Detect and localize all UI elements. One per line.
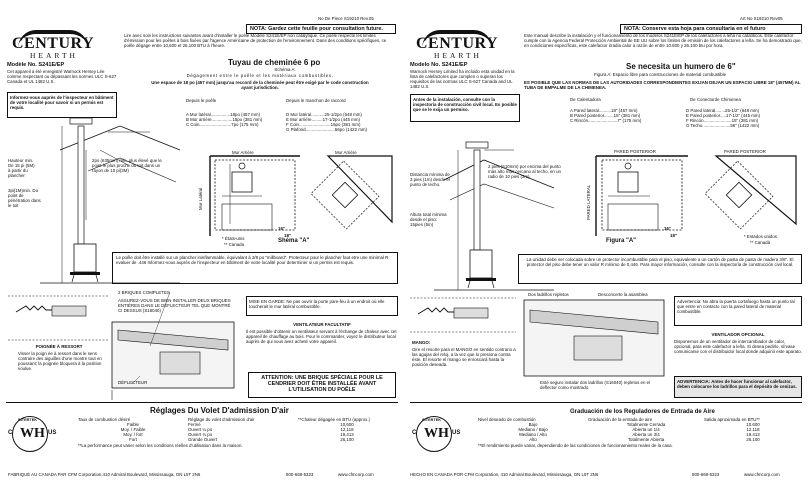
keep-note-box: NOTA: Conserve esta hoja para consultaria en el futuro	[620, 24, 802, 34]
handle-title: MANGO:	[412, 340, 431, 345]
air-reg-header-row: Nivel deseado de combustión Graduación de la entrada de aire Salida aproximada en BTU**	[478, 417, 760, 422]
clearance-a: A Pared lateral..........18" (457 mm)	[570, 108, 638, 113]
clearance-g: G Plafond........................56po (1422 mm)	[286, 127, 368, 133]
intro-text: Este manual describe la instalación y el funcionamiento de los modelos S241E/EP de los calefactores a leña no catalíticos. Este calefactor cumple con la Agencia Federal Protección Ambiental de EE UU sobre los límites de emisión de los calefactores a leña. Se ha demostrado que, en condiciones específicas, este calefactor irradia calor a razón de entre 10.600 y 26.100 btu por hora.	[524, 33, 802, 49]
french-page: No De Piece S19210 Rev.05 NOTA: Gardez cette feuille pour consultation future. CENTURY HEARTH Modèle No. S241E/EP Cet appareil a été enregistré Warnock Hersey Lée comme respectant ou dépassant les normes ULC S-627 Canada et UL 1482 U.S. Informez-vous auprès de l'inspecteur en bâtiment de votre localité pour savoir si un permis est requis. Lire avec soin les instructions suivantes avant d'installer le poêle Modèle S241E/EP non catalytique. Ce poêle respecte les limites d'émission pour les poêles à bois fixées par l'agence Américaine de protection de l'environnement. Dans des conditions spécifiques, ce poêle dégage entre 10,600 et 26,100 BTU à l'heure. Tuyau de cheminée 6 po Schéma A: Dégagement entre le poêle et les matériaux combustibles. Une espace de 18 po (457 mm) jusqu'au reccord de la cheminée peut être exigé par le code construction ayant jurisdiction. Depuis le poêle Depuis le manchon de raccord A Mur latéral................18po (457 mm) B Mur arrière.................15po (381 mm) C Coin..........................7po (175 mm) D Mur latéral...........25-1/2po (648 mm) E Mur arrière.........17-1/2po (445 mm) F Coin..........................15po (381 mm) G Plafond........................56po (1422 mm) 2po (635mm) min. plus élevé que le point le plus proche du toit dans un rayon de 10 pi(3M) Hauteur min. De 15 pi (5M) à partir du plancher 3pi(1M)min. Du point de pénétration dans le toit Mur Arrière Mur Arrière Mur Latéral 16" 18" * États-unis ** Canada Shéma "A" Le poêle doit être installé sur un plancher ininflammable, équivalant à 3/8 po "millboard". Protecteur pour le plancher faut etre une minimal R evaluer de .446 Informez-vous auprès de l'inspecteur en bâtiment de votre localité pour determiner si un permis est requis. 2 BRIQUES COMPLETES ASSUREZ-VOUS DE BIEN INSTALLER DEUX BRIQUES ENTIÈRES DANS LE DÉFLECTEUR TEL QUE MONTRÉ CI DESSUS (S16040) POIGNÉE À RESSORT Visser la poign ée à ressort dans le sens contraire des aiguilles d'une montre tout en poussant; la poignée bloquera à la position voulue. DÉFLECTEUR MISE EN GARDE: Ne pas ouvrir la porte pare-feu à un endroit où elle toucherait le mur latéral combustible. VENTILATEUR FACULTATIF Il est possible d'obtenir un ventilateur servant à l'échange de chaleur avec cet appareil de chauffage au bois. Pour le commander, voyez le distributeur local auprès de qui vous avez acheté votre appareil. ATTENTION: UNE BRIQUE SPÉCIALE POUR LE CENDRIER DOIT ÊTRE INSTALLÉE AVANT L'UTILISATION DU POÊLE INTERTEK WH C US Réglages Du Volet D'admission D'air Taux de combustion désiré Réglage du volet d'admission d'air **Chaleur dégagée en BTU (approx.) Faible Fermé 10,600 Moy. / Faible Ouvert ¼ po 12,118 Moy. / fort Ouvert ¾ po 19,413 Fort Grande Ouvert 26,100 **La performance peut varier selon les conditions réelles d'utilisation dans la maison. FABRIQUÉ AU CANADA PAR CFM Corporation,410 Admiral Boulevard, Mississauga, ON L5T 2N6 800-668-5323 www.cfmcorp.com	[0, 0, 404, 490]
footer-phone: 800-668-5323	[286, 472, 314, 477]
air-reg-footnote: **La performance peut varier selon les conditions réelles d'utilisation dans la maison.	[78, 443, 243, 449]
clearance-f: F Rincón.......................15" (381 mm)	[686, 118, 759, 124]
chimney-title: Se necesita un humero de 6"	[626, 62, 736, 71]
us-legend: * Estados unidos	[744, 234, 777, 239]
disassemble-label: Desconcerte la asamblea	[598, 292, 648, 297]
footer-made-in: HECHO EN CANADA POR CFM Corporation, 410 Admiral Boulevard, Mississauga, ON L5T 2N6	[410, 472, 599, 477]
clearance-e: E Pared posterior.....17-1/2" (445 mm)	[686, 113, 761, 119]
intro-text: Lire avec soin les instructions suivantes avant d'installer le poêle Modèle S241E/EP non catalytique. Ce poêle respecte les limites d'émission pour les poêles à bois fixées par l'agence Américaine de protection de l'environnement. Dans des conditions spécifiques, ce poêle dégage entre 10,600 et 26,100 BTU à l'heure.	[124, 33, 387, 49]
rear-wall-label: PARED POSTERIOR	[614, 149, 656, 154]
requirement-note: ES POSIBLE QUE LAS NORMAS DE LAS AUTORIDADES CORRESPONDIENTES EXIJAN DEJAR UN ESPACIO LIBRE 18" (457MM) AL TUBA DE EMPALME DE LA CHIMENEA.	[524, 80, 801, 91]
attention-box: ATTENTION: UNE BRIQUE SPÉCIALE POUR LE CENDRIER DOIT ÊTRE INSTALLÉE AVANT L'UTILISATION DU POÊLE	[248, 372, 396, 398]
inspector-box: Antes de la instalación, consulte con la inspectoría de construcción civil local. Es posible que se le exija un permiso.	[410, 94, 520, 122]
table-row: Faible Fermé 10,600	[127, 422, 354, 428]
clearance-b: B Pared posterior........15" (381 mm)	[570, 113, 641, 119]
chimney-title: Tuyau de cheminée 6 po	[228, 58, 321, 67]
fire-door-warning: MISE EN GARDE: Ne pas ouvrir la porte pare-feu à un endroit où elle toucherait le mur latéral combustible.	[246, 296, 398, 316]
bricks-label: Dos ladrillos repletos	[528, 292, 569, 297]
deflector-label: DÉFLECTEUR	[118, 380, 148, 385]
part-number: Art No S19210 Rev05	[740, 16, 783, 21]
schema-description: Dégagement entre le poêle et les matériaux combustibles.	[186, 73, 334, 78]
clearance-16: 16"	[278, 226, 285, 231]
rear-wall-label-corner: Mur Arrière	[335, 150, 357, 155]
rear-wall-label: Mur Arrière	[232, 150, 254, 155]
dim-above-roof: 2po (635mm) min. plus élevé que le point le plus proche du toit dans un rayon de 10 pi(3M)	[92, 158, 162, 174]
fan-title: VENTILATEUR FACULTATIF	[293, 322, 351, 327]
fire-door-warning: Advertencia: No abra la puerta cortafuego hasta un punto tal que entre en contacto con la pared lateral de material combustible.	[674, 296, 802, 326]
spring-handle-title: POIGNÉE À RESSORT	[35, 344, 83, 349]
air-reg-table	[478, 417, 802, 448]
dim-roof-distance: Distancia mínima de 3 pies (1m) desde el punto de techo.	[410, 172, 450, 188]
clearance-d: D Pared lateral........25-1/2" (648 mm)	[686, 108, 760, 113]
figura-a-caption: Figura "A"	[606, 238, 637, 244]
col-right-head: Depuis le manchon de raccord	[286, 98, 346, 103]
table-row: Moy. / fort Ouvert ¾ po 19,413	[123, 432, 354, 438]
model-description: Warnock Hersey Limited ha incluido esta unidad en la lista de calefactores que cumplen o superan los requisitos de las normas ULC S-627 Canada and UL 1482 U.S.	[410, 69, 515, 90]
clearance-18: 18"	[670, 233, 677, 238]
bricks-note: Esté seguro instalar dos ladrillos (S16040) repletos en el deflector como mostrado	[540, 380, 651, 391]
spring-handle-text: Visser la poign ée à ressort dans le sens contraire des aiguilles d'une montre tout en poussant; la poignée bloquera à la position voulue.	[18, 351, 102, 372]
model-number: Modèle No. S241E/EP	[7, 62, 65, 68]
air-reg-table	[78, 417, 396, 448]
keep-note-box: NOTA: Gardez cette feuille pour consultation future.	[246, 24, 396, 34]
chimney-code-note: Une espace de 18 po (457 mm) jusqu'au reccord de la cheminée peut être exigé par le code construction ayant jurisdiction.	[151, 80, 369, 91]
fan-text: Disponemos de un ventilador de intercambiador de calor, opcional, para este calefactor a leña. Si desea pedirlo, sírvase comunicarse con el distribuidor local donde adquirió este aparato.	[674, 339, 802, 355]
air-reg-title: Graduación de los Reguladores de Entrada de Aire	[570, 409, 715, 415]
side-wall-label: PARED LATERAL	[586, 184, 591, 220]
footer-website: www.cfmcorp.com	[338, 472, 374, 477]
table-row: Bajo Totalmente Cerrada 10.600	[528, 422, 760, 428]
table-row: Mediano / Alto Abierta un 3/4 19.413	[519, 432, 760, 438]
clearance-d: D Mur latéral...........25-1/2po (648 mm)	[286, 112, 362, 117]
clearance-a: A Mur latéral................18po (457 mm)	[186, 112, 260, 117]
bricks-note: ASSUREZ-VOUS DE BIEN INSTALLER DEUX BRIQUES ENTIÈRES DANS LE DÉFLECTEUR TEL QUE MONTRÉ CI DESSUS (S16040)	[118, 298, 231, 314]
clearance-16: 16"	[664, 226, 671, 231]
table-row: Alto Totalmente Abierta 26.100	[529, 437, 760, 443]
clearance-f: F Coin..........................15po (381 mm)	[286, 122, 361, 128]
figura-label: Figura A: Espacio libre para construcciones de material combustible	[594, 72, 727, 77]
table-row: Mediano / Bajo Abierta un 1/4 12.118	[518, 427, 760, 433]
handle-text: Gire el resorte para el MANGO en sentido contrario a las agujas del reloj, a la vez que lo presiona contra éste. El resorte el mango se enroscará hasta la posición deseada.	[412, 347, 516, 368]
clearance-b: B Mur arrière.................15po (381 mm)	[186, 117, 263, 123]
dim-above-roof: 2 pies (610mm) por encima del punto más alto más cercano al techo, en un radio de 10 pies (3m).	[488, 164, 561, 180]
side-wall-label: Mur Latéral	[198, 187, 203, 210]
canada-legend: ** Canada	[224, 242, 245, 247]
clearance-g: G Techo.......................56" (1422 mm)	[686, 123, 760, 129]
clearance-18: 18"	[284, 233, 291, 238]
clearance-c: C Rincón........................7" (175 mm)	[570, 118, 642, 124]
spanish-page: Art No S19210 Rev05 NOTA: Conserve esta hoja para consultaria en el futuro CENTURY HEARTH Modelo No. S241E/EP Warnock Hersey Limited ha incluido esta unidad en la lista de calefactores que cumplen o superan los requisitos de las normas ULC S-627 Canada and UL 1482 U.S. Antes de la instalación, consulte con la inspectoría de construcción civil local. Es posible que se le exija un permiso. Este manual describe la instalación y el funcionamiento de los modelos S241E/EP de los calefactores a leña no catalíticos. Este calefactor cumple con la Agencia Federal Protección Ambiental de EE UU sobre los límites de emisión de los calefactores a leña. Se ha demostrado que, en condiciones específicas, este calefactor irradia calor a razón de entre 10.600 y 26.100 btu por hora. Se necesita un humero de 6" Figura A: Espacio libre para construcciones de material combustible ES POSIBLE QUE LAS NORMAS DE LAS AUTORIDADES CORRESPONDIENTES EXIJAN DEJAR UN ESPACIO LIBRE 18" (457MM) AL TUBA DE EMPALME DE LA CHIMENEA. De Calentadora De Conectorde Chimenea A Pared lateral..........18" (457 mm) B Pared posterior........15" (381 mm) C Rincón........................7" (175 mm) D Pared lateral........25-1/2" (648 mm) E Pared posterior.....17-1/2" (445 mm) F Rincón.......................15" (381 mm) G Techo.......................56" (1422 mm) 2 pies (610mm) por encima del punto más alto más cercano al techo, en un radio de 10 pies (3m). Distancia mínima de 3 pies (1m) desde el punto de techo. Altura total mínima desde el piso: 15pies (5m) PARED POSTERIOR PARED POSTERIOR PARED LATERAL 16" 18" Figura "A" * Estados unidos ** Canadá La unidad debe ser colocada sobre un protector incombustible para el piso, equivalente a un cartón de pasta de pasta de madera 3/8". El protector del piso debe tener un valor R mínimo de 0,446. Para mayor información, consulte con la inspectoría de construcción civil local. Dos ladrillos repletos Desconcerte la asamblea Esté seguro instalar dos ladrillos (S16040) repletos en el deflector como mostrado MANGO: Gire el resorte para el MANGO en sentido contrario a las agujas del reloj, a la vez que lo presiona contra éste. El resorte el mango se enroscará hasta la posición deseada. Advertencia: No abra la puerta cortafuego hasta un punto tal que entre en contacto con la pared lateral de material combustible. VENTILADOR OPCIONAL Disponemos de un ventilador de intercambiador de calor, opcional, para este calefactor a leña. Si desea pedirlo, sírvase comunicarse con el distribuidor local donde adquirió este aparato. ADVERTENCIA: Antes de hacer funcionar al calefactor, deben colocarse los ladrillos para el depósito de cenizas. INTERTEK WH C US Graduación de los Reguladores de Entrada de Aire Nivel deseado de combustión Graduación de la entrada de aire Salida aproximada en BTU** Bajo Totalmente Cerrada 10.600 Mediano / Bajo Abierta un 1/4 12.118 Mediano / Alto Abierta un 3/4 19.413 Alto Totalmente Abierta 26.100 **El rendimiento puede variar, dependiendo de las condiciones de funcionamiento reales de la casa. HECHO EN CANADA POR CFM Corporation, 410 Admiral Boulevard, Mississauga, ON L5T 2N6 800-668-5323 www.cfmcorp.com	[404, 0, 808, 490]
rear-wall-label-corner: PARED POSTERIOR	[724, 149, 766, 154]
us-legend: * États-unis	[222, 236, 245, 241]
dim-min-height: Altura total mínima desde el piso: 15pies (5m)	[410, 212, 447, 228]
air-reg-footnote: **El rendimiento puede variar, dependiendo de las condiciones de funcionamiento reales de la casa.	[478, 443, 673, 449]
air-reg-header-row: Taux de combustion désiré Réglage du volet d'admission d'air **Chaleur dégagée en BTU (approx.)	[78, 417, 370, 422]
table-row: Moy. / Faible Ouvert ¼ po 12,118	[120, 427, 354, 433]
bricks-label: 2 BRIQUES COMPLETES	[118, 290, 170, 295]
col-left-head: De Calentadora	[570, 97, 601, 102]
clearance-e: E Mur arrière.........17-1/2po (445 mm)	[286, 117, 360, 123]
air-reg-title: Réglages Du Volet D'admission D'air	[150, 406, 289, 415]
footer-website: www.cfmcorp.com	[744, 472, 780, 477]
floor-protector-box: La unidad debe ser colocada sobre un protector incombustible para el piso, equivalente a un cartón de pasta de pasta de madera 3/8". El protector del piso debe tener un valor R mínimo de 0,446. Para mayor información, consulte con la inspectoría de construcción civil local.	[518, 254, 802, 284]
canada-legend: ** Canadá	[750, 240, 771, 245]
inspector-box: Informez-vous auprès de l'inspecteur en bâtiment de votre localité pour savoir si un permis est requis.	[7, 92, 117, 118]
part-number: No De Piece S19210 Rev.05	[318, 16, 374, 21]
footer-phone: 800-668-5323	[692, 472, 720, 477]
ash-brick-warning: ADVERTENCIA: Antes de hacer funcionar al calefactor, deben colocarse los ladrillos para el depósito de cenizas.	[674, 376, 802, 398]
schema-a-caption: Shéma "A"	[278, 238, 310, 244]
divider	[6, 402, 398, 403]
floor-protector-box: Le poêle doit être installé sur un plancher ininflammable, équivalant à 3/8 po "millboard". Protecteur pour le plancher faut etre une minimal R evaluer de .446 Informez-vous auprès de l'inspecteur en bâtiment de votre localité pour determiner si un permis est requis.	[112, 252, 398, 284]
model-number: Modelo No. S241E/EP	[410, 62, 468, 68]
clearance-c: C Coin..........................7po (175 mm)	[186, 122, 259, 128]
dim-roof-penetration: 3pi(1M)min. Du point de pénétration dans le toit	[8, 188, 41, 209]
footer-made-in: FABRIQUÉ AU CANADA PAR CFM Corporation,410 Admiral Boulevard, Mississauga, ON L5T 2N6	[8, 472, 201, 477]
divider	[410, 402, 802, 403]
schema-label: Schéma A:	[274, 67, 296, 72]
dim-min-height: Hauteur min. De 15 pi (5M) à partir du plancher	[8, 158, 35, 179]
fan-title: VENTILADOR OPCIONAL	[711, 332, 765, 337]
col-left-head: Depuis le poêle	[186, 98, 217, 103]
table-row: Fort Grande Ouvert 26,100	[129, 437, 354, 443]
fan-text: Il est possible d'obtenir un ventilateur servant à l'échange de chaleur avec cet appareil de chauffage au bois. Pour le commander, voyez le distributeur local auprès de qui vous avez acheté votre appareil.	[246, 329, 397, 345]
col-right-head: De Conectorde Chimenea	[690, 97, 741, 102]
model-description: Cet appareil a été enregistré Warnock Hersey Lée comme respectant ou dépassant les normes ULC S-627 Canada et UL 1482 U.S.	[7, 69, 117, 85]
